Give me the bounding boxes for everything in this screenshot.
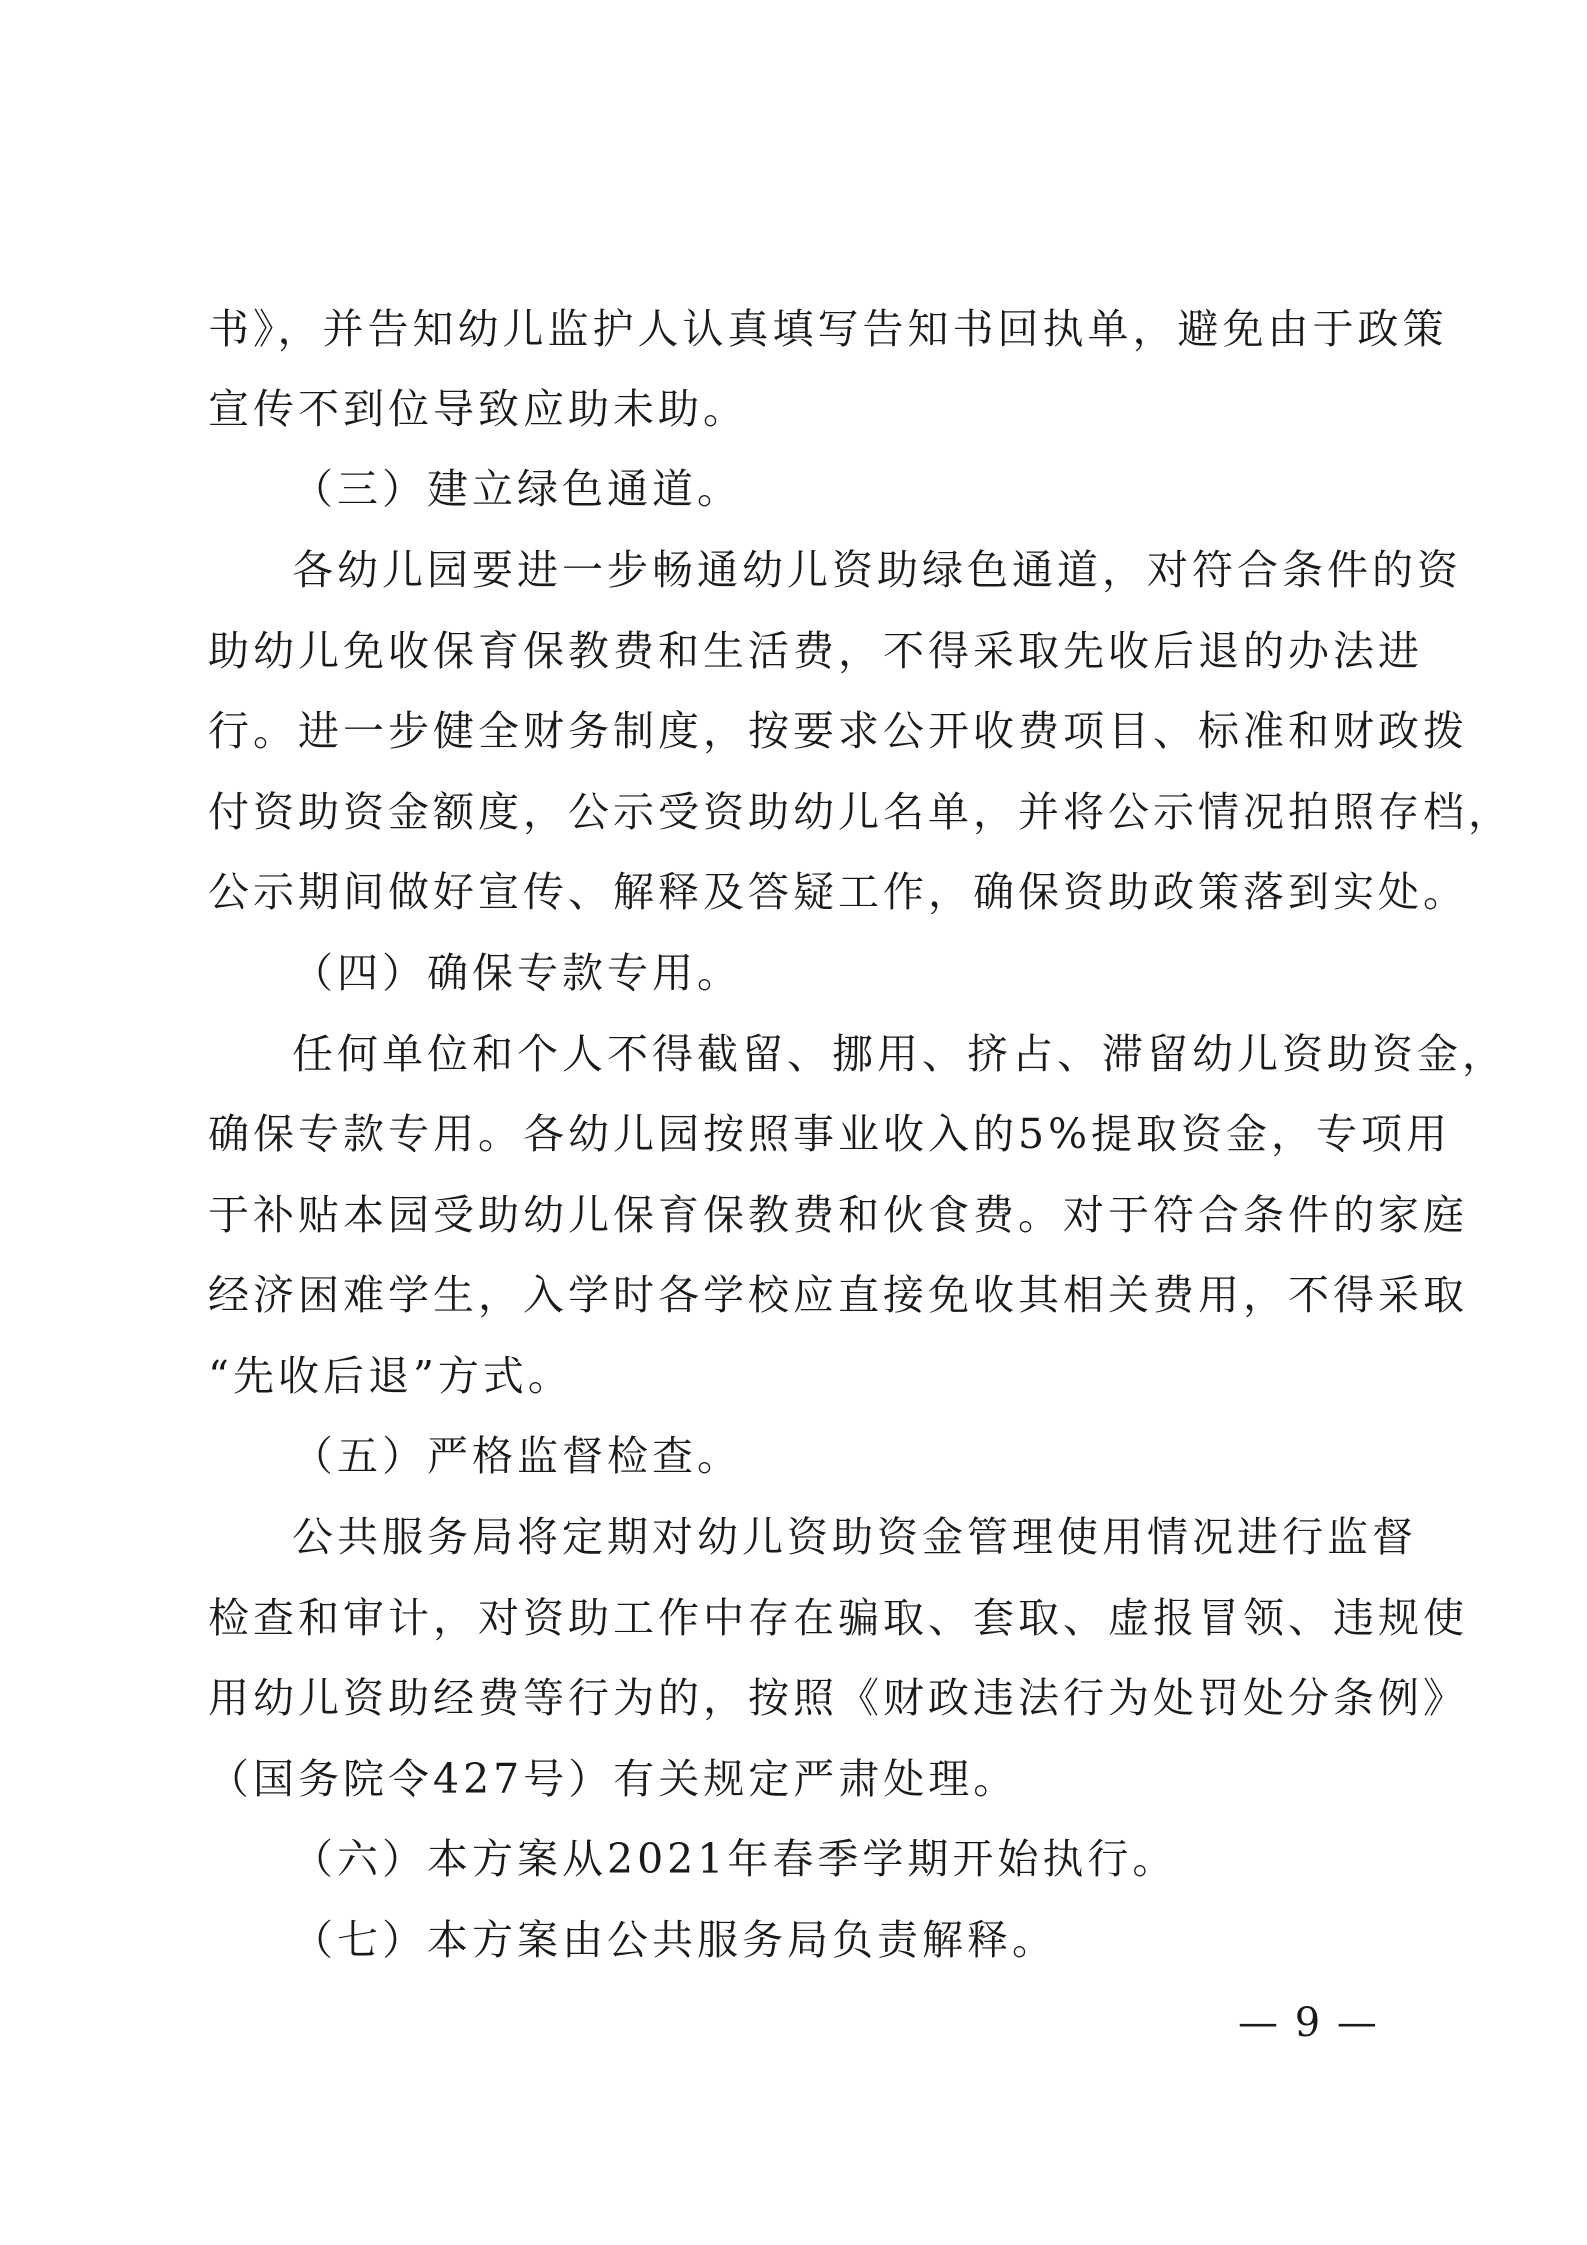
- text-line-4: 各幼儿园要进一步畅通幼儿资助绿色通道，对符合条件的资: [292, 546, 1462, 594]
- text-line-11: 确保专款专用。各幼儿园按照事业收入的5%提取资金，专项用: [208, 1110, 1452, 1158]
- text-line-2: 宣传不到位导致应助未助。: [208, 385, 748, 433]
- section-heading-6: （六）本方案从2021年春季学期开始执行。: [292, 1835, 1178, 1883]
- text-line-13: 经济困难学生，入学时各学校应直接免收其相关费用，不得采取: [208, 1271, 1468, 1319]
- section-heading-7: （七）本方案由公共服务局负责解释。: [292, 1916, 1057, 1964]
- text-line-10: 任何单位和个人不得截留、挪用、挤占、滞留幼儿资助资金，: [292, 1030, 1507, 1078]
- text-line-1: 书》，并告知幼儿监护人认真填写告知书回执单，避免由于政策: [208, 305, 1448, 353]
- text-line-12: 于补贴本园受助幼儿保育保教费和伙食费。对于符合条件的家庭: [208, 1191, 1468, 1239]
- text-line-8: 公示期间做好宣传、解释及答疑工作，确保资助政策落到实处。: [208, 868, 1468, 916]
- text-line-17: 检查和审计，对资助工作中存在骗取、套取、虚报冒领、违规使: [208, 1594, 1468, 1642]
- section-heading-3: （三）建立绿色通道。: [292, 465, 742, 513]
- section-heading-5: （五）严格监督检查。: [292, 1432, 742, 1480]
- section-heading-4: （四）确保专款专用。: [292, 949, 742, 997]
- text-line-6: 行。进一步健全财务制度，按要求公开收费项目、标准和财政拨: [208, 707, 1468, 755]
- text-line-19: （国务院令427号）有关规定严肃处理。: [208, 1755, 1019, 1803]
- text-line-16: 公共服务局将定期对幼儿资助资金管理使用情况进行监督: [292, 1513, 1417, 1561]
- page-number: — 9 —: [1238, 2000, 1379, 2046]
- text-line-5: 助幼儿免收保育保教费和生活费，不得采取先收后退的办法进: [208, 627, 1423, 675]
- text-line-7: 付资助资金额度，公示受资助幼儿名单，并将公示情况拍照存档，: [208, 788, 1513, 836]
- text-line-18: 用幼儿资助经费等行为的，按照《财政违法行为处罚处分条例》: [208, 1674, 1468, 1722]
- text-line-14: “先收后退”方式。: [208, 1352, 573, 1400]
